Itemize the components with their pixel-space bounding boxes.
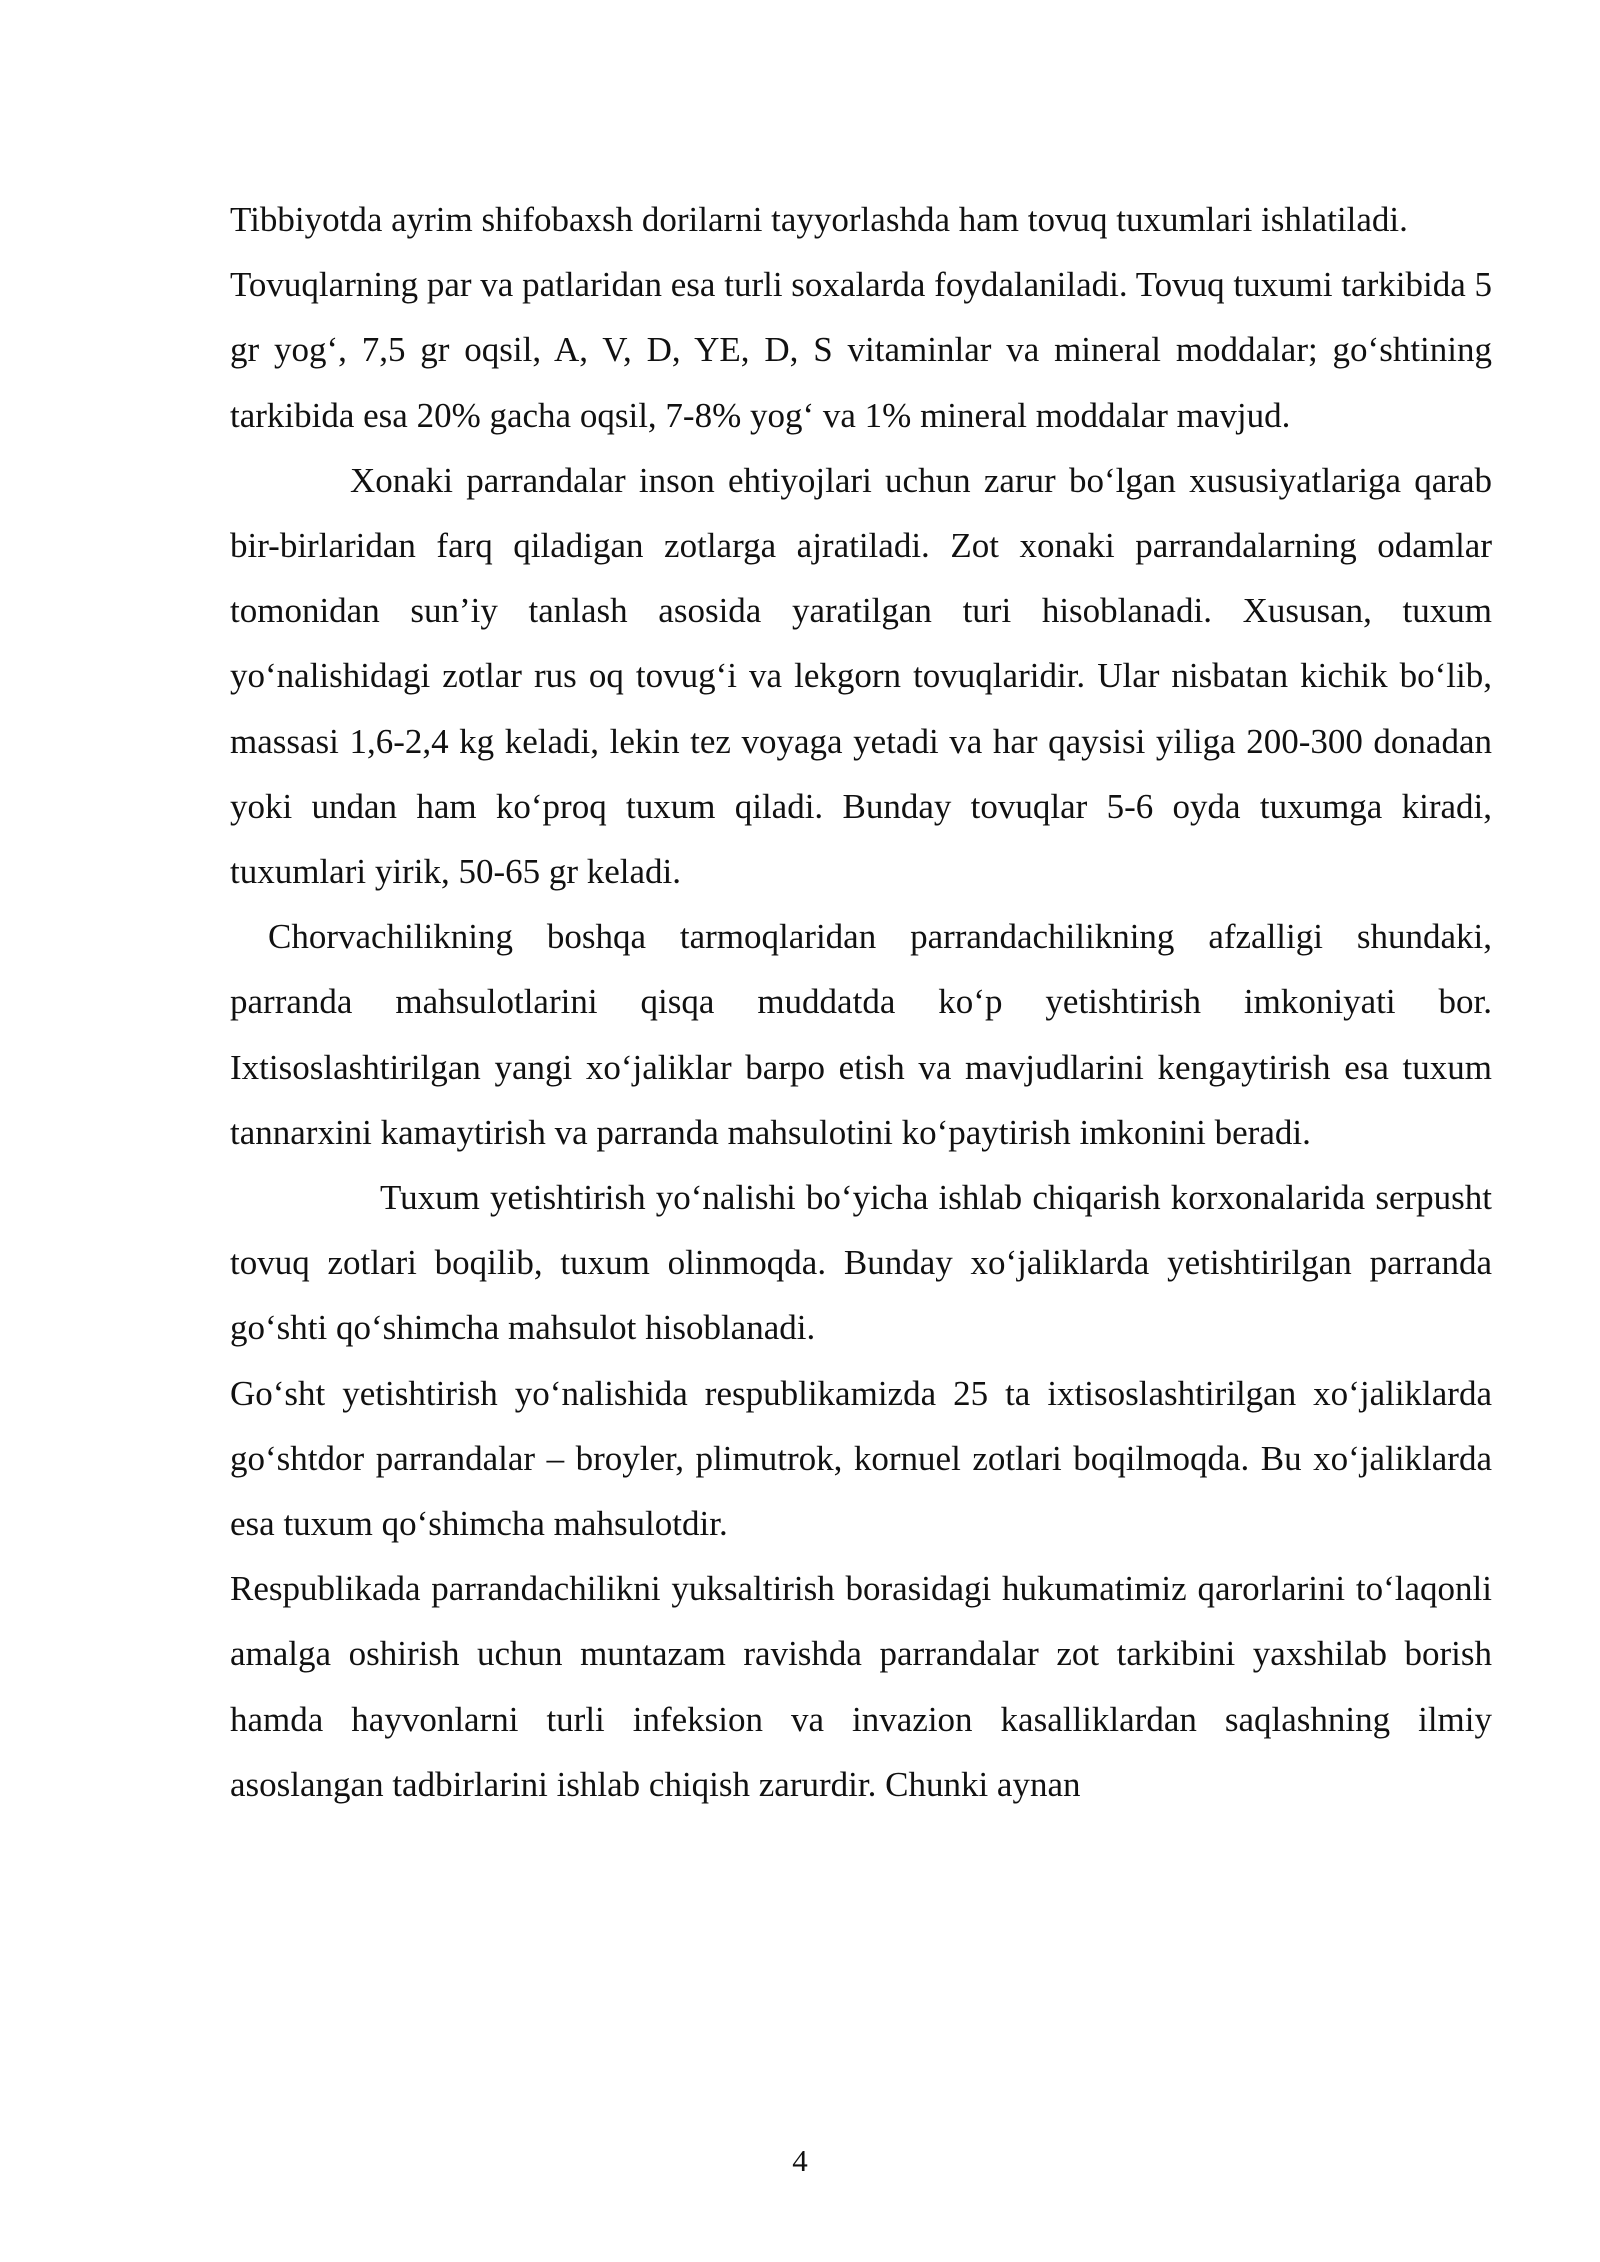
paragraph-feathers-egg-composition: Tovuqlarning par va patlaridan esa turli soxalarda foydalaniladi. Tovuq tuxumi tarkibida 5 gr yog‘, 7,5 gr oqsil, A, V, D, YE, D, S vitaminlar va mineral moddalar; go‘shtining tarkibida esa 20% gacha oqsil, 7-8% yog‘ va 1% mineral moddalar mavjud.: [230, 265, 1492, 435]
paragraph-breeds: Xonaki parrandalar inson ehtiyojlari uchun zarur bo‘lgan xususiyatlariga qarab bir-birlaridan farq qiladigan zotlarga ajratiladi. Zot xonaki parrandalarning odamlar tomonidan sun’iy tanlash asosida yaratilgan turi hisoblanadi. Xususan, tuxum yo‘nalishidagi zotlar rus oq tovug‘i va lekgorn tovuqlaridir. Ular nisbatan kichik bo‘lib, massasi 1,6-2,4 kg keladi, lekin tez voyaga yetadi va har qaysisi yiliga 200-300 donadan yoki undan ham ko‘proq tuxum qiladi. Bunday tovuqlar 5-6 oyda tuxumga kiradi, tuxumlari yirik, 50-65 gr keladi.: [230, 460, 1492, 892]
body-text: [230, 187, 1492, 1817]
paragraph-poultry-advantages: Chorvachilikning boshqa tarmoqlaridan parrandachilikning afzalligi shundaki, parranda mahsulotlarini qisqa muddatda ko‘p yetishtirish imkoniyati bor. Ixtisoslashtirilgan yangi xo‘jaliklar barpo etish va mavjudlarini kengaytirish esa tuxum tannarxini kamaytirish va parranda mahsulotini ko‘paytirish imkonini beradi.: [230, 917, 1492, 1152]
paragraph-medicine: Tibbiyotda ayrim shifobaxsh dorilarni tayyorlashda ham tovuq tuxumlari ishlatiladi.: [230, 200, 1408, 239]
paragraph-egg-production: Tuxum yetishtirish yo‘nalishi bo‘yicha ishlab chiqarish korxonalarida serpusht tovuq zotlari boqilib, tuxum olinmoqda. Bunday xo‘jaliklarda yetishtirilgan parranda go‘shti qo‘shimcha mahsulot hisoblanadi.: [230, 1178, 1492, 1348]
page-number: 4: [792, 2143, 808, 2178]
paragraph-meat-production: Go‘sht yetishtirish yo‘nalishida respublikamizda 25 ta ixtisoslashtirilgan xo‘jaliklarda go‘shtdor parrandalar – broyler, plimutrok, kornuel zotlari boqilmoqda. Bu xo‘jaliklarda esa tuxum qo‘shimcha mahsulotdir.: [230, 1373, 1492, 1544]
paragraph-republic-measures: Respublikada parrandachilikni yuksaltirish borasidagi hukumatimiz qarorlarini to‘laqonli amalga oshirish uchun muntazam ravishda parrandalar zot tarkibini yaxshilab borish hamda hayvonlarni turli infeksion va invazion kasalliklardan saqlashning ilmiy asoslangan tadbirlarini ishlab chiqish zarurdir. Chunki aynan: [230, 1569, 1492, 1804]
